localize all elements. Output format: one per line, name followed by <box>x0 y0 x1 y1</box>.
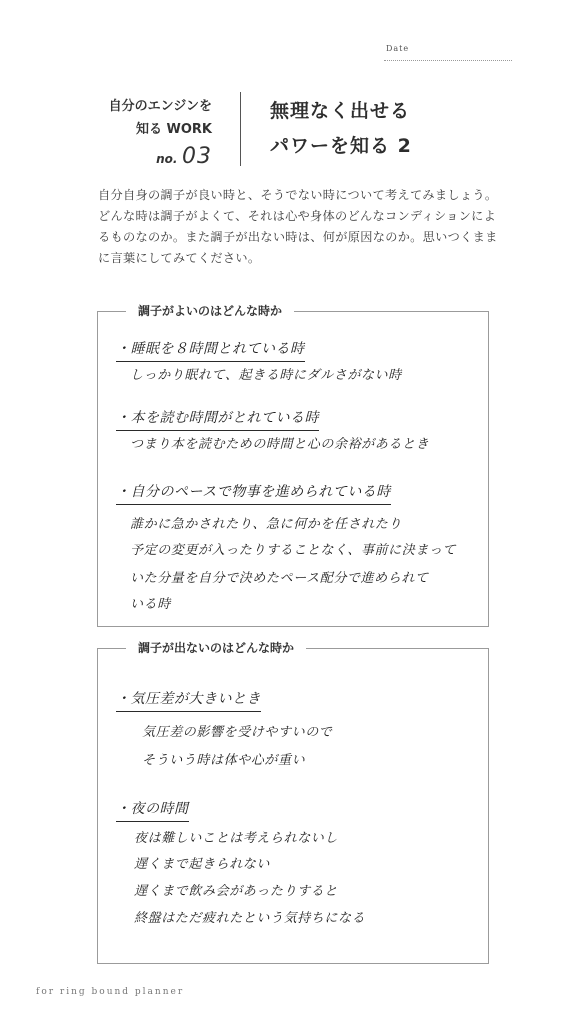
good-condition-title: 調子がよいのはどんな時か <box>126 303 294 319</box>
bad-condition-title: 調子が出ないのはどんな時か <box>126 640 306 656</box>
bad-item-1-body-line1: 気圧差の影響を受けやすいので <box>142 725 333 740</box>
bad-item-2-heading: ・夜の時間 <box>116 798 189 822</box>
work-subtitle-line2: 知る WORK <box>135 122 212 137</box>
good-item-3-body-line2: 予定の変更が入ったりすることなく、事前に決まって <box>130 543 457 558</box>
header-divider <box>240 92 241 166</box>
bad-item-2-body-line1: 夜は難しいことは考えられないし <box>134 831 339 846</box>
bad-item-2-body-line3: 遅くまで飲み会があったりすると <box>134 884 338 899</box>
date-field-line[interactable] <box>384 60 512 61</box>
bad-condition-box[interactable] <box>97 641 489 964</box>
good-item-3-heading: ・自分のペースで物事を進められている時 <box>116 481 391 505</box>
bad-item-1-heading: ・気圧差が大きいとき <box>116 688 261 712</box>
bad-item-2-body-line2: 遅くまで起きられない <box>134 857 271 872</box>
bad-item-1-body-line2: そういう時は体や心が重い <box>142 753 306 768</box>
page-title-line1: 無理なく出せる <box>270 100 411 122</box>
work-subtitle-line1: 自分のエンジンを <box>108 99 212 114</box>
intro-text: 自分自身の調子が良い時と、そうでない時について考えてみましょう。どんな時は調子がよくて、それは心や身体のどんなコンディションによるものなのか。また調子が出ない時は、何が原因なのか。思いつくままに言葉にしてみてください。 <box>98 188 498 265</box>
good-item-3-body-line1: 誰かに急かされたり、急に何かを任されたり <box>130 517 403 532</box>
good-item-3-body-line4: いる時 <box>130 597 171 612</box>
good-condition-box[interactable] <box>97 304 489 627</box>
good-item-2-body-line1: つまり本を読むための時間と心の余裕があるとき <box>130 437 430 452</box>
work-number-value: 03 <box>182 144 212 169</box>
good-item-3-body-line3: いた分量を自分で決めたペース配分で進められて <box>130 571 429 586</box>
work-label <box>109 95 212 171</box>
good-item-1-body-line1: しっかり眠れて、起きる時にダルさがない時 <box>130 368 402 383</box>
good-item-1-heading: ・睡眠を８時間とれている時 <box>116 338 305 362</box>
date-label: Date <box>386 44 410 53</box>
page-title-line2: パワーを知る 2 <box>270 135 412 157</box>
bad-item-2-body-line4: 終盤はただ疲れたという気持ちになる <box>134 911 366 926</box>
good-item-2-heading: ・本を読む時間がとれている時 <box>116 407 319 431</box>
page-title <box>270 94 412 164</box>
footer-text: for ring bound planner <box>36 987 185 997</box>
work-number-label: no. <box>156 152 178 166</box>
work-number <box>109 145 212 171</box>
